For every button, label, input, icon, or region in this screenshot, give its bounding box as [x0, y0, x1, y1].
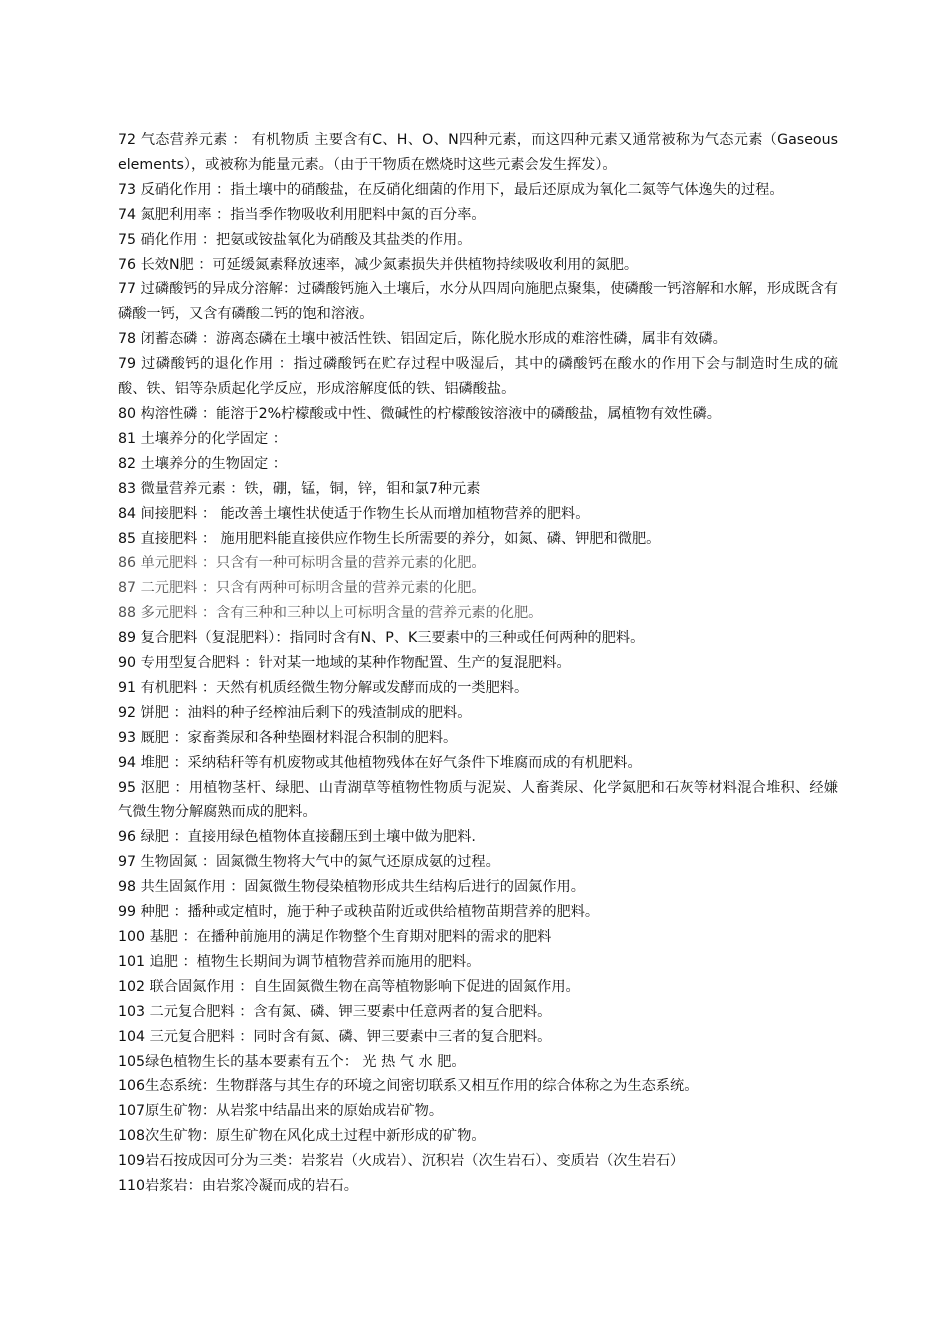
entry-103: 103 二元复合肥料 ：含有氮、磷、钾三要素中任意两者的复合肥料。 [118, 1003, 552, 1020]
entry-87: 87 二元肥料 ：只含有两种可标明含量的营养元素的化肥。 [118, 580, 486, 597]
entry-110: 110岩浆岩：由岩浆冷凝而成的岩石。 [118, 1178, 358, 1195]
entry-97: 97 生物固氮 ：固氮微生物将大气中的氮气还原成氨的过程。 [118, 854, 500, 871]
entry-77: 77 过磷酸钙的异成分溶解：过磷酸钙施入土壤后，水分从四周向施肥点聚集，使磷酸一钙溶解和水解，形成既含有磷酸一钙，又含有磷酸二钙的饱和溶液。 [118, 281, 838, 323]
entry-88: 88 多元肥料 ：含有三种和三种以上可标明含量的营养元素的化肥。 [118, 605, 543, 622]
entry-76: 76 长效N肥 ：可延缓氮素释放速率，减少氮素损失并供植物持续吸收利用的氮肥。 [118, 256, 639, 273]
entry-108: 108次生矿物：原生矿物在风化成土过程中新形成的矿物。 [118, 1128, 486, 1145]
entry-81: 81 土壤养分的化学固定 ： [118, 430, 287, 447]
entry-90: 90 专用型复合肥料 ：针对某一地域的某种作物配置、生产的复混肥料。 [118, 655, 571, 672]
entry-98: 98 共生固氮作用 ：固氮微生物侵染植物形成共生结构后进行的固氮作用。 [118, 879, 585, 896]
entry-99: 99 种肥 ：播种或定植时，施于种子或秧苗附近或供给植物苗期营养的肥料。 [118, 904, 600, 921]
entry-84: 84 间接肥料 ： 能改善土壤性状使适于作物生长从而增加植物营养的肥料。 [118, 505, 590, 522]
entry-94: 94 堆肥 ：采纳秸秆等有机废物或其他植物残体在好气条件下堆腐而成的有机肥料。 [118, 754, 642, 771]
entry-72: 72 气态营养元素 ： 有机物质 主要含有C、H、O、N四种元素，而这四种元素又通常被称为气态元素（Gaseous elements），或被称为能量元素。（由于干物质在燃烧时这些元素会发生挥发）。 [118, 132, 838, 173]
document-page [118, 128, 838, 1199]
entry-92: 92 饼肥 ：油料的种子经榨油后剩下的残渣制成的肥料。 [118, 704, 472, 721]
entry-104: 104 三元复合肥料 ：同时含有氮、磷、钾三要素中三者的复合肥料。 [118, 1028, 552, 1045]
entry-79: 79 过磷酸钙的退化作用 ：指过磷酸钙在贮存过程中吸湿后，其中的磷酸钙在酸水的作用下会与制造时生成的硫酸、铁、铝等杂质起化学反应，形成溶解度低的铁、铝磷酸盐。 [118, 356, 838, 398]
entry-80: 80 构溶性磷 ：能溶于2%柠檬酸或中性、微碱性的柠檬酸铵溶液中的磷酸盐，属植物有效性磷。 [118, 405, 721, 422]
entry-74: 74 氮肥利用率 ：指当季作物吸收利用肥料中氮的百分率。 [118, 206, 486, 223]
entry-85: 85 直接肥料 ： 施用肥料能直接供应作物生长所需要的养分，如氮、磷、钾肥和微肥。 [118, 530, 661, 547]
entry-73: 73 反硝化作用 ：指土壤中的硝酸盐，在反硝化细菌的作用下，最后还原成为氧化二氮等气体逸失的过程。 [118, 181, 784, 198]
entry-105: 105绿色植物生长的基本要素有五个： 光 热 气 水 肥。 [118, 1053, 466, 1070]
entry-106: 106生态系统：生物群落与其生存的环境之间密切联系又相互作用的综合体称之为生态系统。 [118, 1078, 699, 1095]
entry-83: 83 微量营养元素 ：铁，硼，锰，铜，锌，钼和氯7种元素 [118, 480, 481, 497]
entry-89: 89 复合肥料（复混肥料）：指同时含有N、P、K三要素中的三种或任何两种的肥料。 [118, 630, 645, 647]
entry-75: 75 硝化作用 ：把氨或铵盐氧化为硝酸及其盐类的作用。 [118, 231, 472, 248]
entry-101: 101 追肥 ：植物生长期间为调节植物营养而施用的肥料。 [118, 953, 481, 970]
entry-78: 78 闭蓄态磷 ：游离态磷在土壤中被活性铁、铝固定后，陈化脱水形成的难溶性磷，属非有效磷。 [118, 331, 727, 348]
entry-96: 96 绿肥 ：直接用绿色植物体直接翻压到土壤中做为肥料. [118, 829, 476, 846]
entry-86: 86 单元肥料 ：只含有一种可标明含量的营养元素的化肥。 [118, 555, 486, 572]
entry-102: 102 联合固氮作用 ：自生固氮微生物在高等植物影响下促进的固氮作用。 [118, 978, 580, 995]
entry-93: 93 厩肥 ：家畜粪尿和各种垫圈材料混合积制的肥料。 [118, 729, 458, 746]
entry-109: 109岩石按成因可分为三类：岩浆岩（火成岩）、沉积岩（次生岩石）、变质岩（次生岩石） [118, 1153, 685, 1170]
entry-82: 82 土壤养分的生物固定 ： [118, 455, 287, 472]
entry-91: 91 有机肥料 ：天然有机质经微生物分解或发酵而成的一类肥料。 [118, 679, 529, 696]
entry-95: 95 沤肥 ：用植物茎杆、绿肥、山青湖草等植物性物质与泥炭、人畜粪尿、化学氮肥和石灰等材料混合堆积、经嫌气微生物分解腐熟而成的肥料。 [118, 779, 838, 821]
entry-100: 100 基肥 ：在播种前施用的满足作物整个生育期对肥料的需求的肥料 [118, 929, 552, 945]
entry-107: 107原生矿物：从岩浆中结晶出来的原始成岩矿物。 [118, 1103, 444, 1120]
